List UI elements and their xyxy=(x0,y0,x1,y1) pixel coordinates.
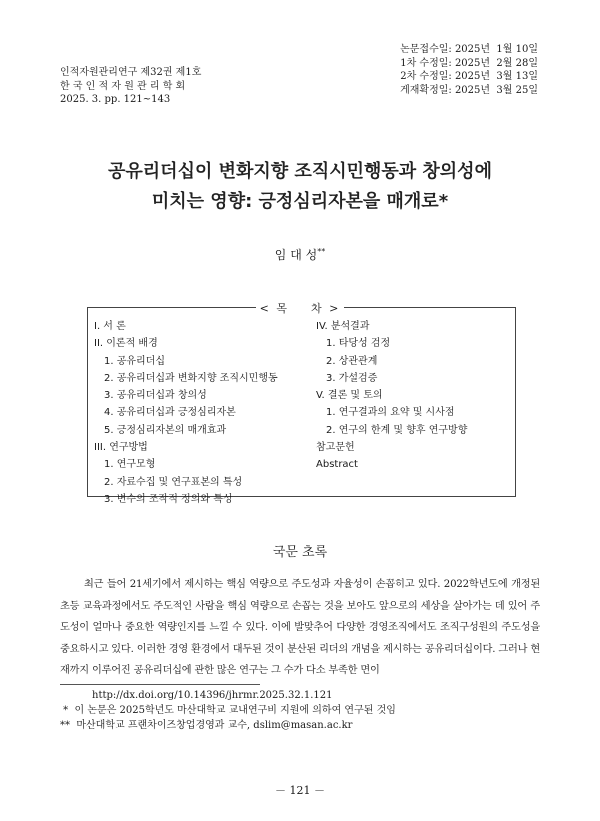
left-item: I. 서 론 xyxy=(94,321,126,332)
footnote-1: * 이 논문은 2025학년도 마산대학교 교내연구비 지원에 의하여 연구된 것임 xyxy=(60,705,396,716)
right-item: 1. 연구결과의 요약 및 시사점 xyxy=(326,407,455,419)
toc-heading xyxy=(0,300,600,316)
left-item: 2. 자료수집 및 연구표본의 특성 xyxy=(104,476,243,488)
left-item: 3. 공유리더십과 창의성 xyxy=(104,390,207,402)
issue-pages: 2025. 3. pp. 121~143 xyxy=(60,94,171,105)
footnote-rule xyxy=(60,684,260,685)
right-item: 3. 가설검증 xyxy=(326,372,378,384)
left-item: 5. 긍정심리자본의 매개효과 xyxy=(104,424,227,436)
author xyxy=(0,246,600,263)
toc-right-column xyxy=(316,318,467,474)
title-line-2: 미치는 영향: 긍정심리자본을 매개로* xyxy=(151,191,449,212)
abstract-heading: 국문 초록 xyxy=(272,545,328,560)
revision2-date: 2차 수정일: 2025년 3월 13일 xyxy=(400,71,538,82)
society-name: 한 국 인 적 자 원 관 리 학 회 xyxy=(60,80,186,92)
right-item: 2. 상관관계 xyxy=(326,355,378,367)
revision1-date: 1차 수정일: 2025년 2월 28일 xyxy=(400,57,538,69)
right-item: V. 결론 및 토의 xyxy=(316,390,383,402)
page-number: － 121 － xyxy=(275,784,325,797)
right-item: 1. 타당성 검정 xyxy=(326,338,391,350)
right-item: IV. 분석결과 xyxy=(316,321,370,332)
journal-info xyxy=(60,66,201,107)
toc-left-column xyxy=(94,318,278,508)
submission-dates xyxy=(400,43,538,97)
received-date: 논문접수일: 2025년 1월 10일 xyxy=(400,44,538,55)
left-item: 2. 공유리더십과 변화지향 조직시민행동 xyxy=(104,372,278,384)
left-item: 4. 공유리더십과 긍정심리자본 xyxy=(104,407,236,419)
journal-name: 인적자원관리연구 제32권 제1호 xyxy=(60,67,202,78)
right-item: 참고문헌 xyxy=(316,442,355,454)
left-item: 1. 연구모형 xyxy=(104,459,156,471)
accepted-date: 게재확정일: 2025년 3월 25일 xyxy=(400,84,538,96)
left-item: 1. 공유리더십 xyxy=(104,355,166,367)
footnote-2: ** 마산대학교 프랜차이즈창업경영과 교수, dslim@masan.ac.kr xyxy=(60,720,353,731)
doi-link[interactable]: http://dx.doi.org/10.14396/jhrmr.2025.32.1.121 xyxy=(92,690,333,701)
author-footnote-mark: ** xyxy=(317,247,326,256)
right-item: 2. 연구의 한계 및 향후 연구방향 xyxy=(326,424,468,436)
footnotes xyxy=(60,688,396,733)
toc-heading-text: < 목 차 > xyxy=(256,302,345,315)
abstract-body: 최근 들어 21세기에서 제시하는 핵심 역량으로 주도성과 자율성이 손꼽히고 있다. 2022학년도에 개정된 초등 교육과정에서도 주도적인 사람을 핵심 역량으로 손꼽는 것을 보아도 앞으로의 세상을 살아가는 데 있어 주도성이 얼마나 중요한 역량인지를 느낄 수 있다. 이에 발맞추어 다양한 경영조직에서도 조직구성원의 주도성을 중요하시고 있다. 이러한 경영 환경에서 대두된 것이 분산된 리더의 개념을 제시하는 공유리더십이다. 그러나 현재까지 이루어진 공유리더십에 관한 많은 연구는 그 수가 다소 부족한 면이 xyxy=(60,579,540,676)
left-item: 3. 변수의 조작적 정의와 특성 xyxy=(104,493,233,505)
right-item: Abstract xyxy=(316,459,358,471)
paper-title xyxy=(40,157,560,217)
left-item: III. 연구방법 xyxy=(94,442,148,454)
left-item: II. 이론적 배경 xyxy=(94,338,158,350)
author-name: 임 대 성 xyxy=(274,248,318,262)
title-line-1: 공유리더십이 변화지향 조직시민행동과 창의성에 xyxy=(108,161,492,182)
